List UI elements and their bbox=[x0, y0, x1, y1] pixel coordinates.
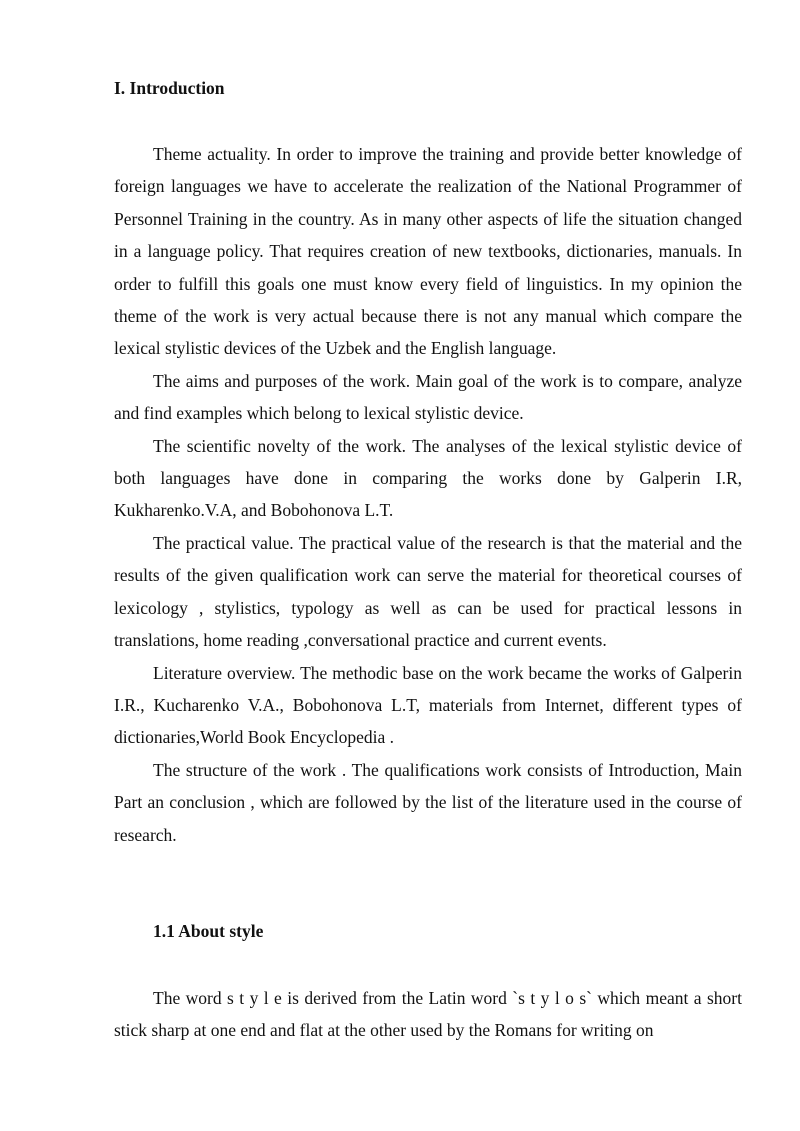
paragraph-style-definition: The word s t y l e is derived from the Latin word `s t y l o s` which meant a short stick sharp at one end and flat at the other used by the Romans for writing on bbox=[114, 988, 742, 1041]
paragraph-theme-actuality: Theme actuality. In order to improve the training and provide better knowledge of foreign languages we have to accelerate the realization of the National Programmer of Personnel Training in the country. As in many other aspects of life the situation changed in a language policy. That requires creation of new textbooks, dictionaries, manuals. In order to fulfill this goals one must know every field of linguistics. In my opinion the theme of the work is very actual because there is not any manual which compare the lexical stylistic devices of the Uzbek and the English language. bbox=[114, 144, 742, 359]
paragraph-aims: The aims and purposes of the work. Main goal of the work is to compare, analyze and find examples which belong to lexical stylistic device. bbox=[114, 370, 742, 424]
section-title: I. Introduction bbox=[114, 78, 225, 98]
paragraph-literature-overview: Literature overview. The methodic base on the work became the works of Galperin I.R., Kucharenko V.A., Bobohonova L.T, materials from Internet, different types of dictionaries,World Book Encyclopedia . bbox=[114, 662, 742, 748]
about-style-body bbox=[114, 982, 742, 1047]
subsection-title: 1.1 About style bbox=[153, 921, 264, 941]
paragraph-practical-value: The practical value. The practical value of the research is that the material and the results of the given qualification work can serve the material for theoretical courses of lexicology , stylistics, typology as well as can be used for practical lessons in translations, home reading ,conversational practice and current events. bbox=[114, 532, 742, 651]
paragraph-structure: The structure of the work . The qualifications work consists of Introduction, Main Part an conclusion , which are followed by the list of the literature used in the course of research. bbox=[114, 759, 742, 845]
paragraph-novelty: The scientific novelty of the work. The analyses of the lexical stylistic device of both languages have done in comparing the works done by Galperin I.R, Kukharenko.V.A, and Bobohonova L.T. bbox=[114, 435, 742, 521]
introduction-body bbox=[114, 138, 742, 851]
